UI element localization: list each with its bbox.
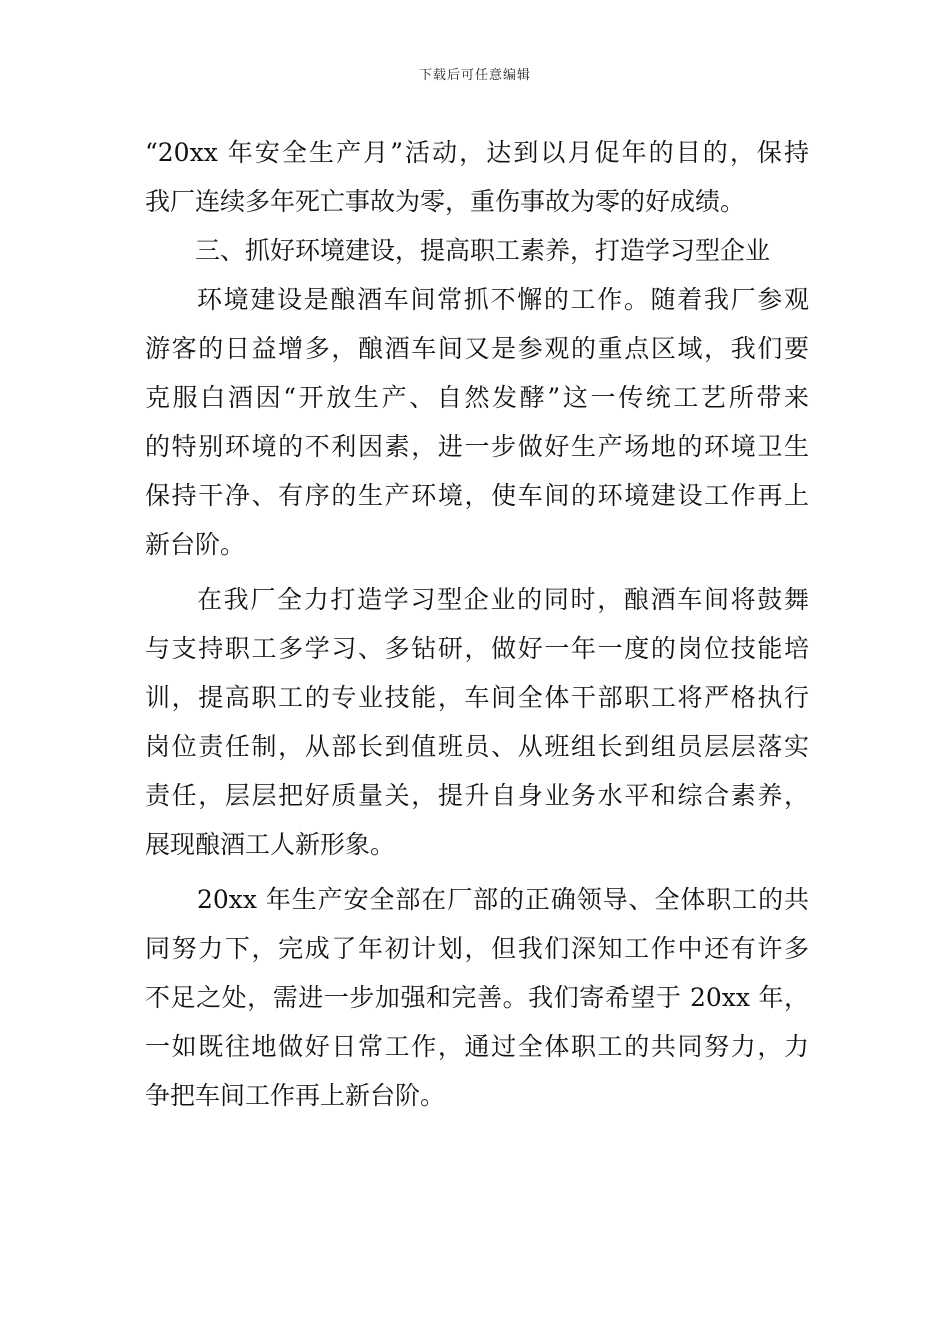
text-line: 与支持职工多学习、多钻研，做好一年一度的岗位技能培: [145, 634, 809, 663]
text-line: 训，提高职工的专业技能，车间全体干部职工将严格执行: [145, 683, 809, 712]
page-header: 下载后可任意编辑: [418, 68, 531, 83]
section-heading: [145, 226, 809, 275]
text-line: 在我厂全力打造学习型企业的同时，酿酒车间将鼓舞: [197, 585, 809, 614]
text-line: 我厂连续多年死亡事故为零，重伤事故为零的好成绩。: [145, 187, 746, 216]
text-line: 岗位责任制，从部长到值班员、从班组长到组员层层落实: [145, 732, 809, 761]
text-line: 克服白酒因“开放生产、自然发酵”这一传统工艺所带来: [145, 383, 809, 412]
text-line: 新台阶。: [145, 530, 246, 559]
text-line: 环境建设是酿酒车间常抓不懈的工作。随着我厂参观: [197, 285, 809, 314]
text-line: 同努力下，完成了年初计划，但我们深知工作中还有许多: [145, 934, 809, 963]
paragraph-environment: [145, 275, 809, 569]
text-line: 游客的日益增多，酿酒车间又是参观的重点区域，我们要: [145, 334, 809, 363]
text-line: 一如既往地做好日常工作，通过全体职工的共同努力，力: [145, 1032, 809, 1061]
document-body: [145, 128, 809, 1120]
heading-line: 三、抓好环境建设，提高职工素养，打造学习型企业: [195, 236, 771, 265]
paragraph-learning: [145, 575, 809, 869]
text-line: 展现酿酒工人新形象。: [145, 830, 396, 859]
text-line: 争把车间工作再上新台阶。: [145, 1081, 446, 1110]
text-line: 责任，层层把好质量关，提升自身业务水平和综合素养，: [145, 781, 809, 810]
text-line: “20xx 年安全生产月”活动，达到以月促年的目的，保持: [145, 138, 809, 167]
paragraph-summary: [145, 875, 809, 1120]
text-line: 不足之处，需进一步加强和完善。我们寄希望于 20xx 年，: [145, 983, 809, 1012]
text-line: 20xx 年生产安全部在厂部的正确领导、全体职工的共: [197, 885, 809, 914]
text-line: 保持干净、有序的生产环境，使车间的环境建设工作再上: [145, 481, 809, 510]
text-line: 的特别环境的不利因素，进一步做好生产场地的环境卫生: [145, 432, 809, 461]
paragraph-continuation: [145, 128, 809, 226]
